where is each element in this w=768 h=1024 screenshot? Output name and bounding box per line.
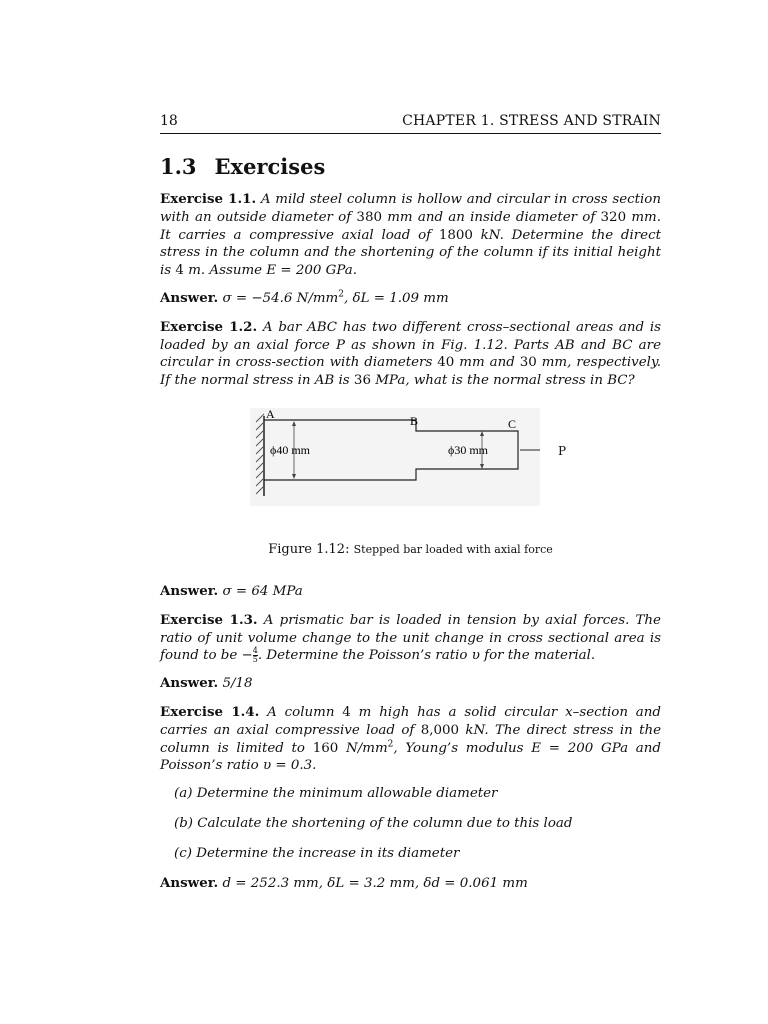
exercise-value: 4 — [175, 263, 184, 279]
figure-caption — [160, 542, 661, 557]
dimension-label-bc: ϕ30 mm — [448, 442, 488, 457]
label-c: C — [508, 416, 517, 431]
exercise-value: 4 — [342, 704, 351, 720]
answer-superscript: 2 — [338, 289, 344, 300]
exercise-text: N/mm — [338, 740, 388, 756]
exercise-text: A prismatic bar is loaded in tension by axial forces. The ratio of unit volume change to the unit change in cross sectional area is found to be − — [160, 612, 661, 664]
section-heading — [160, 154, 661, 179]
chapter-title: CHAPTER 1. STRESS AND STRAIN — [402, 113, 661, 129]
answer-label: Answer. — [160, 289, 219, 306]
answer-text: σ = −54.6 N/mm — [222, 290, 339, 306]
exercise-text: mm, respectively. If the normal stress in AB is — [160, 355, 661, 389]
sub-question-a: (a) Determine the minimum allowable diameter — [174, 786, 498, 802]
exercise-label: Exercise 1.1. — [160, 191, 257, 207]
page-content — [160, 112, 661, 903]
page-number: 18 — [160, 113, 178, 129]
exercise-1-3 — [160, 612, 661, 665]
label-a: A — [266, 407, 275, 421]
section-number: 1.3 — [160, 154, 197, 179]
sub-question-c: (c) Determine the increase in its diameter — [174, 845, 460, 861]
exercise-text: mm. It carries a compressive axial load of — [160, 209, 661, 243]
section-title: Exercises — [214, 154, 326, 179]
exercise-value: 30 — [519, 355, 537, 371]
exercise-label: Exercise 1.4. — [160, 703, 260, 720]
exercise-1-2 — [160, 319, 661, 390]
exercise-text: A column — [267, 704, 343, 720]
exercise-value: 36 — [353, 373, 371, 389]
sub-question-b: (b) Calculate the shortening of the column due to this load — [174, 815, 573, 831]
label-b: B — [410, 413, 419, 428]
answer-label: Answer. — [160, 582, 219, 599]
exercise-1-1 — [160, 191, 661, 280]
exercise-1-4 — [160, 704, 661, 775]
exercise-value: 320 — [600, 209, 627, 225]
stepped-bar-diagram — [250, 408, 540, 506]
exercise-text: MPa, what is the normal stress in BC? — [370, 373, 635, 389]
fraction-denominator: 5 — [252, 655, 258, 665]
exercise-text: . Determine the Poisson’s ratio υ for the material. — [257, 648, 596, 664]
exercise-value: 380 — [356, 209, 382, 225]
answer-label: Answer. — [160, 675, 219, 692]
answer-text: σ = 64 MPa — [222, 583, 303, 599]
answer-text: d = 252.3 mm, δL = 3.2 mm, δd = 0.061 mm — [222, 875, 528, 891]
dimension-label-ab: ϕ40 mm — [270, 442, 310, 457]
caption-number: Figure 1.12: — [268, 541, 350, 557]
exercise-value: 40 — [437, 355, 455, 371]
exercise-text: kN. Determine the direct stress in the column and the shortening of the column if its initial height is — [160, 227, 661, 279]
exercise-value: 8,000 — [420, 722, 460, 738]
answer-1-4 — [160, 875, 661, 893]
exercise-text: kN. The direct stress in the column is limited to — [160, 722, 661, 756]
answer-text: 5/18 — [222, 676, 253, 692]
exercise-label: Exercise 1.3. — [160, 611, 258, 628]
superscript: 2 — [387, 739, 394, 750]
exercise-text: m high has a solid circular x–section and carries an axial compressive load of — [160, 704, 661, 738]
label-p: P — [558, 443, 567, 458]
sub-questions — [174, 785, 661, 862]
answer-text: , δL = 1.09 mm — [344, 290, 449, 306]
exercise-label: Exercise 1.2. — [160, 318, 258, 335]
exercise-text: mm and — [454, 355, 520, 371]
exercise-text: A mild steel column is hollow and circular in cross section with an outside diameter of — [160, 192, 661, 225]
answer-1-3 — [160, 675, 661, 693]
exercise-text: A bar ABC has two different cross–sectional areas and is loaded by an axial force P as shown in Fig. 1.12. Parts AB and BC are circular in cross-section with diameters — [160, 319, 662, 371]
answer-1-2 — [160, 583, 661, 601]
exercise-value: 1800 — [438, 227, 473, 243]
exercise-text: mm and an inside diameter of — [381, 209, 601, 225]
answer-label: Answer. — [160, 874, 219, 891]
exercise-text: m. Assume E = 200 GPa. — [183, 263, 358, 279]
answer-1-1 — [160, 290, 661, 308]
caption-text: Stepped bar loaded with axial force — [353, 542, 553, 556]
fraction-numerator: 4 — [252, 646, 258, 656]
figure-1-12 — [160, 408, 661, 538]
running-header — [160, 112, 661, 134]
exercise-text: , Young’s modulus E = 200 GPa and Poisson’s ratio υ = 0.3. — [160, 740, 661, 774]
exercise-value: 160 — [312, 740, 339, 756]
